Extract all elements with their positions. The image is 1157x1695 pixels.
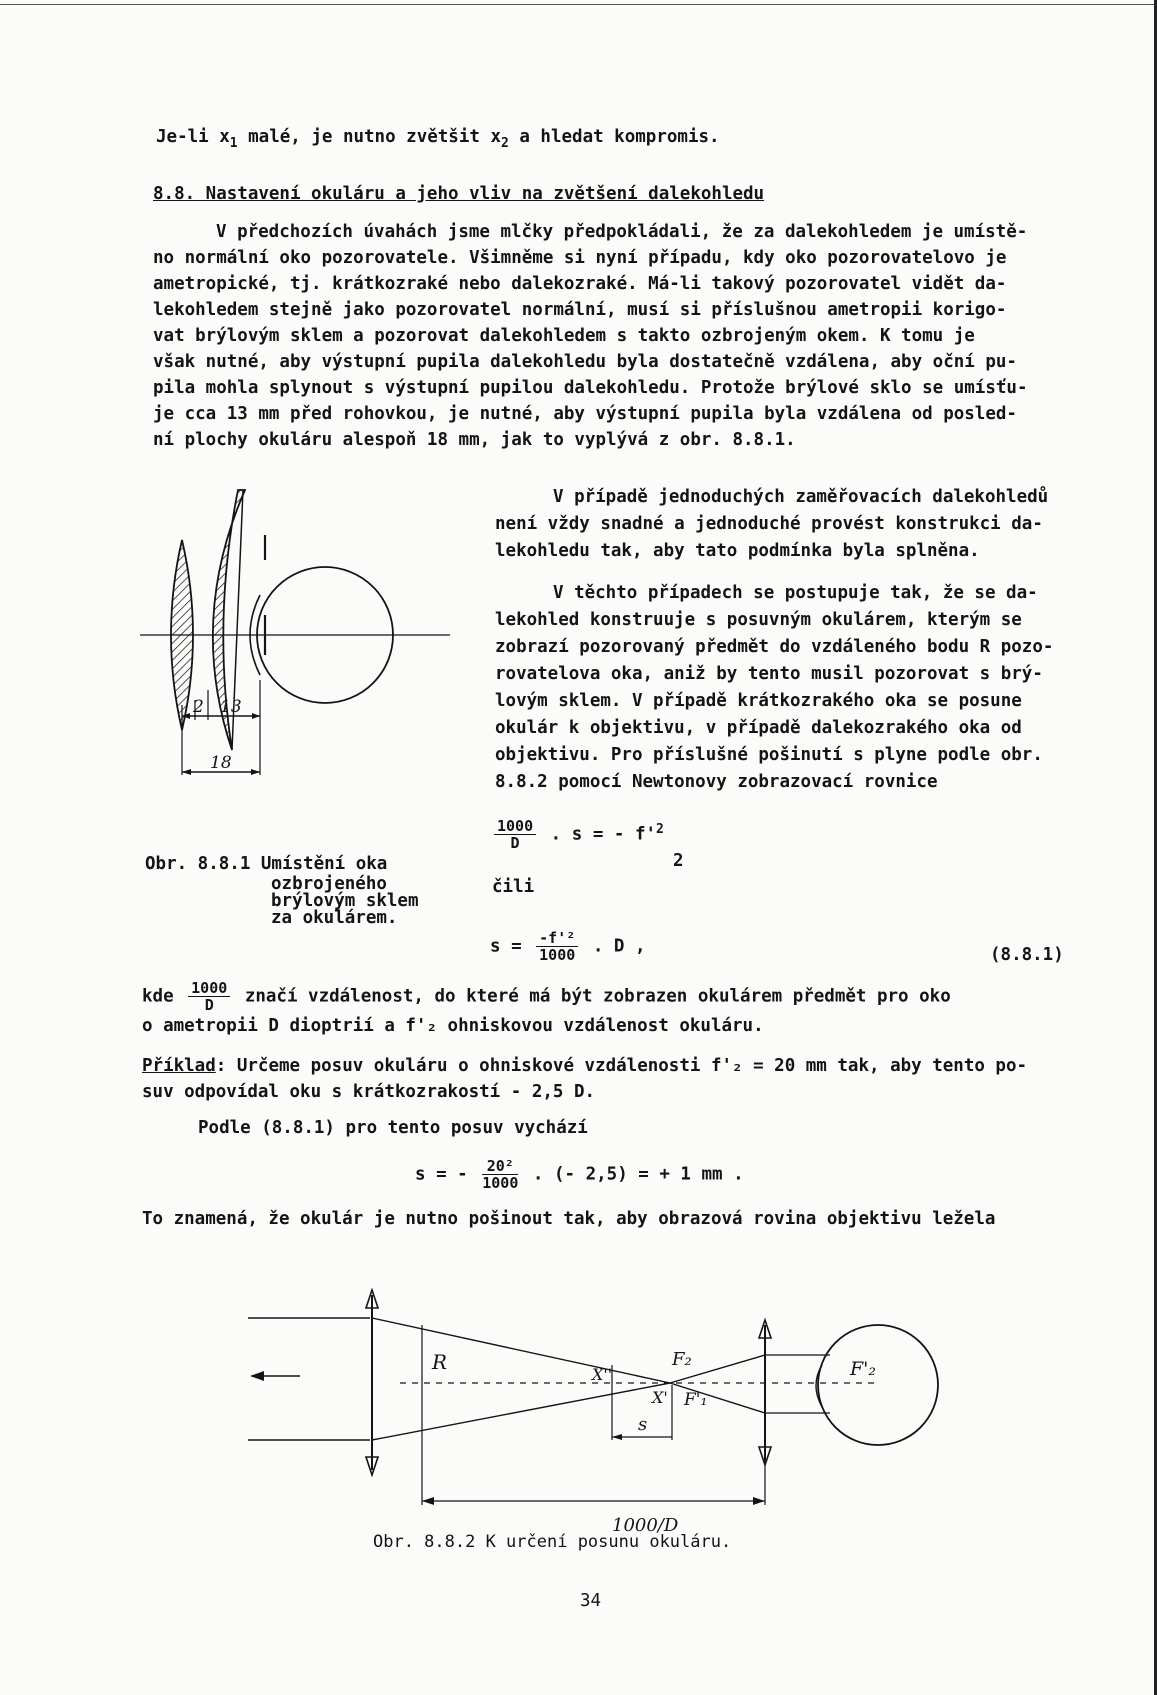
kde-line-1 <box>142 980 951 1013</box>
example-line-2: suv odpovídal oku s krátkozrakostí - 2,5 D. <box>142 1082 596 1102</box>
equation-3 <box>415 1158 744 1191</box>
kde-num: 1000 <box>188 980 230 997</box>
eq2-den: 1000 <box>539 946 576 964</box>
label-F1: F'₁ <box>684 1390 708 1410</box>
p1-line-1: V předchozích úvahách jsme mlčky předpokládali, že za dalekohledem je umístě- <box>216 222 1028 242</box>
p3-line-8: 8.8.2 pomocí Newtonovy zobrazovací rovnice <box>495 772 938 792</box>
p3-line-7: objektivu. Pro příslušné pošinutí s plyne podle obr. <box>495 745 1043 765</box>
eq1-fraction <box>494 818 536 851</box>
eq3-num: 20² <box>482 1158 518 1175</box>
p3-line-3: zobrazí pozorovaný předmět do vzdáleného bodu R pozo- <box>495 637 1054 657</box>
fig1-caption-line-1: Obr. 8.8.1 Umístění oka <box>145 854 388 874</box>
kde-den: D <box>204 996 214 1014</box>
label-s: s <box>638 1414 648 1435</box>
p1-line-6: však nutné, aby výstupní pupila dalekohledu byla dostatečně vzdálena, aby oční pu- <box>153 352 1017 372</box>
p1-line-9: ní plochy okuláru alespoň 18 mm, jak to vyplývá z obr. 8.8.1. <box>153 430 796 450</box>
eq2-post: . D , <box>592 936 646 957</box>
p3-line-4: rovatelova oka, aniž by tento musil pozorovat s brý- <box>495 664 1043 684</box>
figure-8-8-1 <box>140 480 460 850</box>
eq2-num: -f'² <box>536 930 578 947</box>
cili: čili <box>492 877 535 897</box>
kde-pre: kde <box>142 986 174 1007</box>
eq1-den: D <box>510 834 520 852</box>
intro-text-c: a hledat kompromis. <box>508 127 720 147</box>
example-label: Příklad <box>142 1056 216 1076</box>
p1-line-4: lekohledem stejně jako pozorovatel normální, musí si příslušnou ametropii korigo- <box>153 300 1007 320</box>
intro-sub-1: 1 <box>229 136 238 151</box>
intro-sub-2: 2 <box>501 136 509 151</box>
equation-number: (8.8.1) <box>990 945 1064 965</box>
example-text-1: : Určeme posuv okuláru o ohniskové vzdálenosti f'₂ = 20 mm tak, aby tento po- <box>215 1056 1028 1076</box>
dim-18-label: 18 <box>210 753 232 773</box>
fig1-caption-line-2: ozbrojeného <box>271 874 387 894</box>
equation-2 <box>490 930 646 963</box>
kde-post: značí vzdálenost, do které má být zobrazen okulárem předmět pro oko <box>244 986 951 1007</box>
kde-fraction <box>188 980 230 1013</box>
label-F2-prime: F'₂ <box>850 1358 877 1380</box>
p2-line-1: V případě jednoduchých zaměřovacích dalekohledů <box>553 487 1049 507</box>
p3-line-2: lekohled konstruuje s posuvným okulárem, kterým se <box>495 610 1022 630</box>
eq1-exp: 2 <box>656 821 664 837</box>
eq3-post: . (- 2,5) = + 1 mm . <box>532 1164 744 1185</box>
intro-line <box>156 126 720 150</box>
label-X2: X'' <box>592 1365 613 1384</box>
to-znamena-line: To znamená, že okulár je nutno pošinout tak, aby obrazová rovina objektivu ležela <box>142 1209 996 1229</box>
fig2-caption: Obr. 8.8.2 K určení posunu okuláru. <box>373 1532 732 1552</box>
p1-line-2: no normální oko pozorovatele. Všimněme si nyní případu, kdy oko pozorovatelovo je <box>153 248 1007 268</box>
kde-line-2: o ametropii D dioptrií a f'₂ ohniskovou vzdálenost okuláru. <box>142 1016 764 1036</box>
equation-1 <box>490 818 664 851</box>
p2-line-3: lekohledu tak, aby tato podmínka byla splněna. <box>495 541 980 561</box>
scan-edge-top <box>0 4 1157 5</box>
eye-circle-2 <box>818 1325 938 1445</box>
page-number: 34 <box>580 1591 602 1611</box>
intro-text-a: Je-li x <box>156 127 230 147</box>
intro-text-b: malé, je nutno zvětšit x <box>237 127 501 147</box>
p1-line-7: pila mohla splynout s výstupní pupilou dalekohledu. Protože brýlové sklo se umísťu- <box>153 378 1028 398</box>
p1-line-3: ametropické, tj. krátkozraké nebo dalekozraké. Má-li takový pozorovatel vidět da- <box>153 274 1007 294</box>
figure-8-8-2 <box>240 1285 940 1555</box>
p1-line-8: je cca 13 mm před rohovkou, je nutné, aby výstupní pupila byla vzdálena od posled- <box>153 404 1017 424</box>
p3-line-5: lovým sklem. V případě krátkozrakého oka se posune <box>495 691 1022 711</box>
eq2-pre: s = <box>490 936 522 957</box>
label-1000-D: 1000/D <box>612 1515 679 1536</box>
label-R: R <box>432 1350 448 1374</box>
eyepiece-lens <box>171 540 193 730</box>
podle-line: Podle (8.8.1) pro tento posuv vychází <box>198 1118 588 1138</box>
eq1-num: 1000 <box>494 818 536 835</box>
eq3-fraction <box>482 1158 518 1191</box>
eq1-den2: 2 <box>673 851 684 871</box>
example-line-1 <box>142 1055 1027 1077</box>
fig1-caption-line-3: brýlovým sklem <box>271 891 419 911</box>
label-X1: X' <box>652 1388 668 1407</box>
p1-line-5: vat brýlovým sklem a pozorovat dalekohledem s takto ozbrojeným okem. K tomu je <box>153 326 975 346</box>
eq2-fraction <box>536 930 578 963</box>
dim-13-label: 13 <box>220 697 242 717</box>
eq3-den: 1000 <box>482 1174 519 1192</box>
dim-2-label: 2 <box>193 697 204 717</box>
eq1-middle: . s = - f' <box>550 824 657 845</box>
fig1-caption-line-4: za okulárem. <box>271 908 398 928</box>
p2-line-2: není vždy snadné a jednoduché provést konstrukci da- <box>495 514 1043 534</box>
p3-line-6: okulár k objektivu, v případě dalekozrakého oka od <box>495 718 1022 738</box>
eq3-pre: s = - <box>415 1164 468 1185</box>
section-heading: 8.8. Nastavení okuláru a jeho vliv na zvětšení dalekohledu <box>153 184 765 204</box>
p3-line-1: V těchto případech se postupuje tak, že se da- <box>553 583 1038 603</box>
label-F2: F₂ <box>672 1349 692 1370</box>
